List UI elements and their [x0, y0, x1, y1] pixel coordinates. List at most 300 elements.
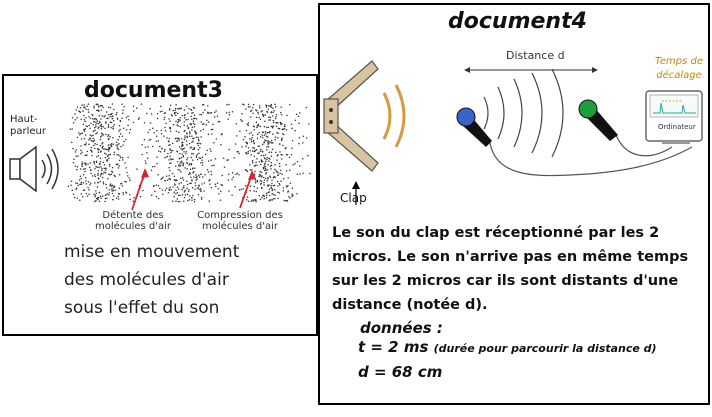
air-molecule-dot [266, 194, 268, 196]
air-molecule-dot [110, 144, 112, 146]
air-molecule-dot [217, 183, 219, 185]
air-molecule-dot [88, 111, 90, 113]
air-molecule-dot [145, 160, 147, 162]
air-molecule-dot [185, 119, 187, 121]
air-molecule-dot [130, 129, 132, 131]
air-molecule-dot [197, 159, 199, 161]
air-molecule-dot [104, 148, 106, 150]
air-molecule-dot [107, 178, 109, 180]
air-molecule-dot [127, 175, 129, 177]
air-molecule-dot [228, 179, 230, 181]
air-molecule-dot [190, 168, 192, 170]
air-molecule-dot [75, 119, 77, 121]
air-molecule-dot [174, 110, 176, 112]
air-molecule-dot [93, 162, 95, 164]
air-molecule-dot [179, 119, 181, 121]
air-molecule-dot [175, 112, 177, 114]
air-molecule-dot [157, 113, 159, 115]
time-value-text: t = 2 ms [358, 338, 429, 356]
air-molecule-dot [207, 105, 209, 107]
air-molecule-dot [263, 177, 265, 179]
air-molecule-dot [101, 132, 103, 134]
air-molecule-dot [294, 163, 296, 165]
air-molecule-dot [177, 169, 179, 171]
distance-value: d = 68 cm [358, 363, 443, 381]
air-molecule-dot [191, 197, 193, 199]
air-molecule-dot [252, 162, 254, 164]
air-molecule-dot [101, 124, 103, 126]
air-molecule-dot [250, 185, 252, 187]
air-molecule-dot [270, 165, 272, 167]
air-molecule-dot [202, 156, 204, 158]
air-molecule-dot [87, 126, 89, 128]
air-molecule-dot [266, 111, 268, 113]
detente-label-line1: Détente des [102, 210, 164, 221]
air-molecule-dot [123, 141, 125, 143]
air-molecule-dot [161, 133, 163, 135]
air-molecule-dot [196, 156, 198, 158]
air-molecule-dot [273, 185, 275, 187]
air-molecule-dot [176, 150, 178, 152]
air-molecule-dot [283, 187, 285, 189]
air-molecule-dot [200, 143, 202, 145]
air-molecule-dot [249, 164, 251, 166]
air-molecule-dot [268, 157, 270, 159]
air-molecule-dot [202, 112, 204, 114]
air-molecule-dot [246, 130, 248, 132]
air-molecule-dot [193, 153, 195, 155]
air-molecule-dot [109, 185, 111, 187]
air-molecule-dot [118, 198, 120, 200]
air-molecule-dot [299, 137, 301, 139]
air-molecule-dot [88, 139, 90, 141]
air-molecule-dot [119, 174, 121, 176]
air-molecule-dot [84, 163, 86, 165]
air-molecule-dot [100, 139, 102, 141]
air-molecule-dot [231, 195, 233, 197]
air-molecule-dot [302, 158, 304, 160]
air-molecule-dot [126, 129, 128, 131]
air-molecule-dot [191, 141, 193, 143]
air-molecule-dot [189, 143, 191, 145]
air-molecule-dot [244, 136, 246, 138]
air-molecule-dot [118, 167, 120, 169]
air-molecule-dot [186, 125, 188, 127]
air-molecule-dot [181, 153, 183, 155]
air-molecule-dot [212, 129, 214, 131]
air-molecule-dot [103, 183, 105, 185]
air-molecule-dot [85, 180, 87, 182]
air-molecule-dot [141, 144, 143, 146]
air-molecule-dot [180, 177, 182, 179]
air-molecule-dot [94, 176, 96, 178]
air-molecule-dot [258, 145, 260, 147]
air-molecule-dot [274, 198, 276, 200]
air-molecule-dot [104, 164, 106, 166]
air-molecule-dot [227, 118, 229, 120]
air-molecule-dot [197, 143, 199, 145]
air-molecule-dot [228, 190, 230, 192]
air-molecule-dot [264, 170, 266, 172]
air-molecule-dot [248, 125, 250, 127]
compression-label-line2: molécules d'air [201, 221, 279, 232]
air-molecule-dot [283, 190, 285, 192]
time-note: (durée pour parcourir la distance d) [433, 342, 657, 355]
air-molecule-dot [257, 125, 259, 127]
air-molecule-dot [103, 134, 105, 136]
air-molecule-dot [276, 114, 278, 116]
air-molecule-dot [158, 150, 160, 152]
air-molecule-dot [161, 130, 163, 132]
air-molecule-dot [88, 143, 90, 145]
air-molecule-dot [70, 128, 72, 130]
air-molecule-dot [170, 105, 172, 107]
air-molecule-dot [254, 156, 256, 158]
air-molecule-dot [267, 169, 269, 171]
air-molecule-dot [84, 138, 86, 140]
air-molecule-dot [103, 116, 105, 118]
air-molecule-dot [85, 128, 87, 130]
air-molecule-dot [309, 173, 311, 175]
air-molecule-dot [267, 164, 269, 166]
air-molecule-dot [196, 137, 198, 139]
air-molecule-dot [122, 144, 124, 146]
air-molecule-dot [129, 194, 131, 196]
air-molecule-dot [199, 147, 201, 149]
air-molecule-dot [72, 117, 74, 119]
air-molecule-dot [274, 164, 276, 166]
document4-panel [318, 3, 710, 405]
air-molecule-dot [203, 123, 205, 125]
air-molecule-dot [119, 165, 121, 167]
air-molecule-dot [72, 148, 74, 150]
air-molecule-dot [308, 123, 310, 125]
air-molecule-dot [266, 192, 268, 194]
ordinateur-label: Ordinateur [658, 123, 696, 131]
air-molecule-dot [118, 154, 120, 156]
air-molecule-dot [93, 194, 95, 196]
air-molecule-dot [268, 119, 270, 121]
air-molecule-dot [111, 116, 113, 118]
air-molecule-dot [179, 158, 181, 160]
air-molecule-dot [177, 192, 179, 194]
air-molecule-dot [291, 193, 293, 195]
air-molecule-dot [184, 115, 186, 117]
air-molecule-dot [104, 168, 106, 170]
air-molecule-dot [306, 107, 308, 109]
air-molecule-dot [173, 196, 175, 198]
air-molecule-dot [111, 118, 113, 120]
air-molecule-dot [86, 155, 88, 157]
air-molecule-dot [169, 127, 171, 129]
air-molecule-dot [298, 116, 300, 118]
air-molecule-dot [159, 146, 161, 148]
air-molecule-dot [204, 174, 206, 176]
air-molecule-dot [255, 180, 256, 182]
air-molecule-dot [193, 171, 195, 173]
air-molecule-dot [100, 175, 102, 177]
air-molecule-dot [89, 167, 91, 169]
air-molecule-dot [186, 159, 188, 161]
air-molecule-dot [265, 178, 267, 180]
air-molecule-dot [271, 106, 273, 108]
air-molecule-dot [101, 128, 103, 130]
air-molecule-dot [187, 119, 189, 121]
air-molecule-dot [272, 126, 274, 128]
air-molecule-dot [114, 190, 116, 192]
air-molecule-dot [119, 125, 121, 127]
air-molecule-dot [272, 115, 274, 117]
air-molecule-dot [110, 114, 112, 116]
air-molecule-dot [261, 155, 263, 157]
air-molecule-dot [108, 134, 110, 136]
air-molecule-dot [177, 113, 179, 115]
air-molecule-dot [94, 143, 96, 145]
air-molecule-dot [256, 127, 258, 129]
air-molecule-dot [105, 194, 107, 196]
air-molecule-dot [157, 174, 159, 176]
air-molecule-dot [105, 122, 107, 124]
air-molecule-dot [205, 153, 207, 155]
air-molecule-dot [283, 134, 285, 136]
air-molecule-dot [266, 159, 268, 161]
air-molecule-dot [96, 132, 98, 134]
air-molecule-dot [273, 194, 275, 196]
air-molecule-dot [113, 109, 115, 111]
air-molecule-dot [184, 117, 186, 119]
air-molecule-dot [274, 189, 276, 191]
air-molecule-dot [94, 122, 96, 124]
air-molecule-dot [87, 151, 89, 153]
air-molecule-dot [89, 137, 91, 139]
air-molecule-dot [261, 176, 263, 178]
air-molecule-dot [112, 199, 114, 201]
air-molecule-dot [281, 154, 283, 156]
air-molecule-dot [198, 194, 200, 196]
air-molecule-dot [141, 103, 143, 105]
air-molecule-dot [88, 103, 90, 105]
air-molecule-dot [106, 149, 108, 151]
air-molecule-dot [98, 170, 100, 172]
air-molecule-dot [94, 182, 96, 184]
air-molecule-dot [92, 124, 94, 126]
air-molecule-dot [184, 137, 186, 139]
air-molecule-dot [233, 157, 235, 159]
air-molecule-dot [263, 184, 265, 186]
air-molecule-dot [114, 175, 116, 177]
air-molecule-dot [127, 115, 129, 117]
air-molecule-dot [278, 183, 280, 185]
air-molecule-dot [263, 198, 265, 200]
air-molecule-dot [195, 177, 197, 179]
air-molecule-dot [98, 178, 100, 180]
air-molecule-dot [71, 142, 73, 144]
air-molecule-dot [165, 112, 167, 114]
air-molecule-dot [100, 136, 102, 138]
air-molecule-dot [245, 169, 247, 171]
air-molecule-dot [246, 199, 248, 201]
air-molecule-dot [260, 164, 262, 166]
air-molecule-dot [91, 155, 93, 157]
air-molecule-dot [298, 123, 300, 125]
air-molecule-dot [188, 191, 190, 193]
air-molecule-dot [107, 155, 109, 157]
air-molecule-dot [136, 168, 138, 170]
clap-label: Clap [340, 191, 367, 205]
air-molecule-dot [258, 117, 260, 119]
air-molecule-dot [90, 118, 92, 120]
air-molecule-dot [204, 109, 206, 111]
air-molecule-dot [211, 112, 213, 114]
air-molecule-dot [150, 122, 152, 124]
air-molecule-dot [94, 174, 96, 176]
air-molecule-dot [184, 167, 186, 169]
air-molecule-dot [216, 138, 218, 140]
air-molecule-dot [184, 191, 186, 193]
air-molecule-dot [87, 109, 89, 111]
air-molecule-dot [281, 114, 283, 116]
air-molecule-dot [271, 199, 273, 201]
air-molecule-dot [284, 124, 286, 126]
air-molecule-dot [235, 143, 237, 145]
air-molecule-dot [125, 191, 127, 193]
air-molecule-dot [274, 194, 276, 196]
air-molecule-dot [228, 104, 230, 106]
air-molecule-dot [198, 152, 200, 154]
air-molecule-dot [280, 180, 282, 182]
air-molecule-dot [265, 154, 267, 156]
air-molecule-dot [252, 160, 254, 162]
air-molecule-dot [125, 167, 127, 169]
air-molecule-dot [93, 131, 95, 133]
air-molecule-dot [71, 190, 73, 192]
air-molecule-dot [140, 196, 142, 198]
air-molecule-dot [80, 153, 82, 155]
air-molecule-dot [253, 143, 255, 145]
air-molecule-dot [287, 191, 289, 193]
air-molecule-dot [181, 189, 183, 191]
air-molecule-dot [179, 194, 181, 196]
air-molecule-dot [272, 148, 274, 150]
air-molecule-dot [83, 174, 85, 176]
air-molecule-dot [164, 151, 166, 153]
air-molecule-dot [291, 196, 293, 198]
air-molecule-dot [251, 201, 253, 203]
air-molecule-dot [214, 183, 216, 185]
air-molecule-dot [178, 131, 180, 133]
air-molecule-dot [254, 199, 256, 201]
air-molecule-dot [265, 131, 267, 133]
microphone-1-icon [457, 108, 492, 147]
air-molecule-dot [241, 146, 243, 148]
air-molecule-dot [119, 155, 121, 157]
air-molecule-dot [277, 154, 279, 156]
air-molecule-dot [88, 181, 90, 183]
air-molecule-dot [150, 139, 152, 141]
air-molecule-dot [176, 140, 178, 142]
air-molecule-dot [270, 141, 272, 143]
air-molecule-dot [96, 198, 98, 200]
air-molecule-dot [186, 105, 188, 107]
air-molecule-dot [119, 160, 121, 162]
air-molecule-dot [259, 176, 261, 178]
air-molecule-dot [188, 164, 190, 166]
air-molecule-dot [94, 118, 96, 120]
air-molecule-dot [280, 170, 282, 172]
air-molecule-dot [84, 155, 86, 157]
air-molecule-dot [86, 105, 88, 107]
air-molecule-dot [260, 150, 262, 152]
air-molecule-dot [287, 185, 289, 187]
air-molecule-dot [88, 116, 90, 118]
air-molecule-dot [212, 123, 214, 125]
air-molecule-dot [252, 199, 254, 201]
air-molecule-dot [111, 143, 113, 145]
air-molecule-dot [268, 160, 270, 162]
air-molecule-dot [92, 140, 94, 142]
air-molecule-dot [97, 199, 99, 201]
air-molecule-dot [277, 191, 279, 193]
air-molecule-dot [92, 175, 94, 177]
air-molecule-dot [93, 121, 95, 123]
air-molecule-dot [93, 106, 95, 108]
air-molecule-dot [245, 146, 247, 148]
air-molecule-dot [122, 136, 124, 138]
air-molecule-dot [184, 121, 186, 123]
air-molecule-dot [187, 137, 189, 139]
air-molecule-dot [117, 163, 119, 165]
air-molecule-dot [170, 130, 172, 132]
distance-label: Distance d [506, 49, 565, 62]
air-molecule-dot [260, 111, 262, 113]
air-molecule-dot [288, 196, 290, 198]
air-molecule-dot [108, 158, 110, 160]
air-molecule-dot [286, 200, 288, 202]
air-molecule-dot [126, 117, 128, 119]
air-molecule-dot [77, 155, 79, 157]
air-molecule-dot [109, 174, 111, 176]
air-molecule-dot [233, 176, 235, 178]
air-molecule-dot [188, 128, 190, 129]
air-molecule-dot [151, 194, 153, 196]
air-molecule-dot [100, 105, 102, 107]
air-molecule-dot [186, 140, 188, 142]
air-molecule-dot [247, 196, 249, 198]
air-molecule-dot [232, 111, 234, 113]
air-molecule-dot [229, 114, 231, 116]
air-molecule-dot [95, 190, 97, 192]
air-molecule-dot [179, 117, 181, 119]
air-molecule-dot [248, 147, 250, 149]
air-molecule-dot [270, 168, 272, 170]
air-molecule-dot [274, 139, 276, 141]
air-molecule-dot [276, 159, 278, 161]
air-molecule-dot [94, 127, 96, 129]
air-molecule-dot [122, 113, 124, 115]
air-molecule-dot [214, 116, 216, 118]
air-molecule-dot [255, 162, 257, 164]
air-molecule-dot [277, 198, 279, 200]
air-molecule-dot [158, 185, 160, 187]
air-molecule-dot [209, 148, 211, 150]
air-molecule-dot [101, 170, 103, 172]
air-molecule-dot [186, 180, 188, 182]
air-molecule-dot [109, 165, 111, 167]
air-molecule-dot [162, 194, 164, 196]
air-molecule-dot [85, 108, 87, 110]
air-molecule-dot [175, 193, 177, 195]
air-molecule-dot [95, 194, 97, 196]
